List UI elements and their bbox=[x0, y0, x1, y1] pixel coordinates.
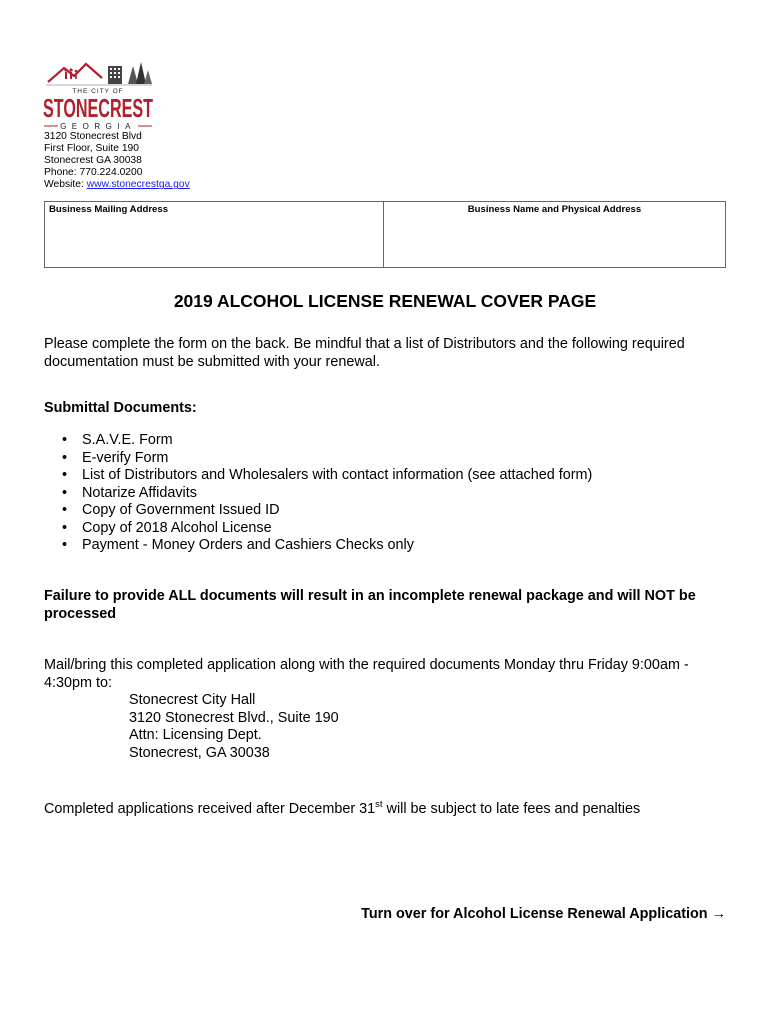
list-item: • S.A.V.E. Form bbox=[62, 432, 592, 450]
page-title: 2019 ALCOHOL LICENSE RENEWAL COVER PAGE bbox=[173, 291, 597, 311]
list-item: • Copy of 2018 Alcohol License bbox=[62, 520, 592, 538]
late-note-after: will be subject to late fees and penalties bbox=[382, 801, 641, 817]
skyline-icon bbox=[40, 58, 158, 136]
contact-city: Stonecrest GA 30038 bbox=[44, 155, 142, 167]
intro-paragraph: Please complete the form on the back. Be mindful that a list of Distributors and the following required documentation must be submitted with your renewal. bbox=[44, 336, 685, 370]
list-item: • E-verify Form bbox=[62, 450, 592, 468]
mailing-address-block bbox=[129, 692, 339, 762]
turn-over-note: Turn over for Alcohol License Renewal Application → bbox=[361, 906, 726, 922]
contact-suite: First Floor, Suite 190 bbox=[44, 143, 139, 155]
mailing-address-field[interactable] bbox=[45, 202, 384, 267]
late-note-sup: st bbox=[375, 799, 383, 811]
late-fee-note bbox=[44, 801, 734, 819]
physical-address-label: Business Name and Physical Address bbox=[467, 204, 642, 215]
list-item: • Copy of Government Issued ID bbox=[62, 502, 592, 520]
physical-address-field[interactable] bbox=[384, 202, 725, 267]
address-line: 3120 Stonecrest Blvd., Suite 190 bbox=[129, 709, 339, 726]
address-line: Attn: Licensing Dept. bbox=[129, 727, 262, 743]
late-note-before: Completed applications received after December 31 bbox=[44, 801, 376, 817]
mailing-address-label: Business Mailing Address bbox=[49, 204, 169, 215]
address-line: Stonecrest, GA 30038 bbox=[129, 744, 270, 761]
website-label: Website: bbox=[44, 179, 87, 191]
mail-instructions: Mail/bring this completed application along with the required documents Monday thru Friday 9:00am - 4:30pm to: bbox=[44, 657, 689, 691]
logo-top-text: THE CITY OF bbox=[72, 88, 124, 95]
list-item: • List of Distributors and Wholesalers with contact information (see attached form) bbox=[62, 467, 592, 485]
address-line: Stonecrest City Hall bbox=[129, 692, 256, 708]
website-link[interactable]: www.stonecrestga.gov bbox=[86, 179, 190, 191]
logo-name: STONECREST bbox=[43, 93, 154, 123]
contact-block bbox=[44, 131, 190, 191]
contact-street: 3120 Stonecrest Blvd bbox=[44, 131, 142, 142]
submittal-heading: Submittal Documents: bbox=[44, 400, 197, 416]
contact-website bbox=[44, 179, 190, 191]
warning-text: Failure to provide ALL documents will result in an incomplete renewal package and will NOT be processed bbox=[44, 588, 696, 622]
address-table bbox=[44, 201, 726, 268]
list-item: • Payment - Money Orders and Cashiers Checks only bbox=[62, 537, 592, 555]
document-list bbox=[62, 432, 592, 555]
list-item: • Notarize Affidavits bbox=[62, 485, 592, 503]
city-logo bbox=[40, 58, 158, 136]
contact-phone: Phone: 770.224.0200 bbox=[44, 167, 143, 179]
logo-state: GEORGIA bbox=[60, 122, 136, 131]
